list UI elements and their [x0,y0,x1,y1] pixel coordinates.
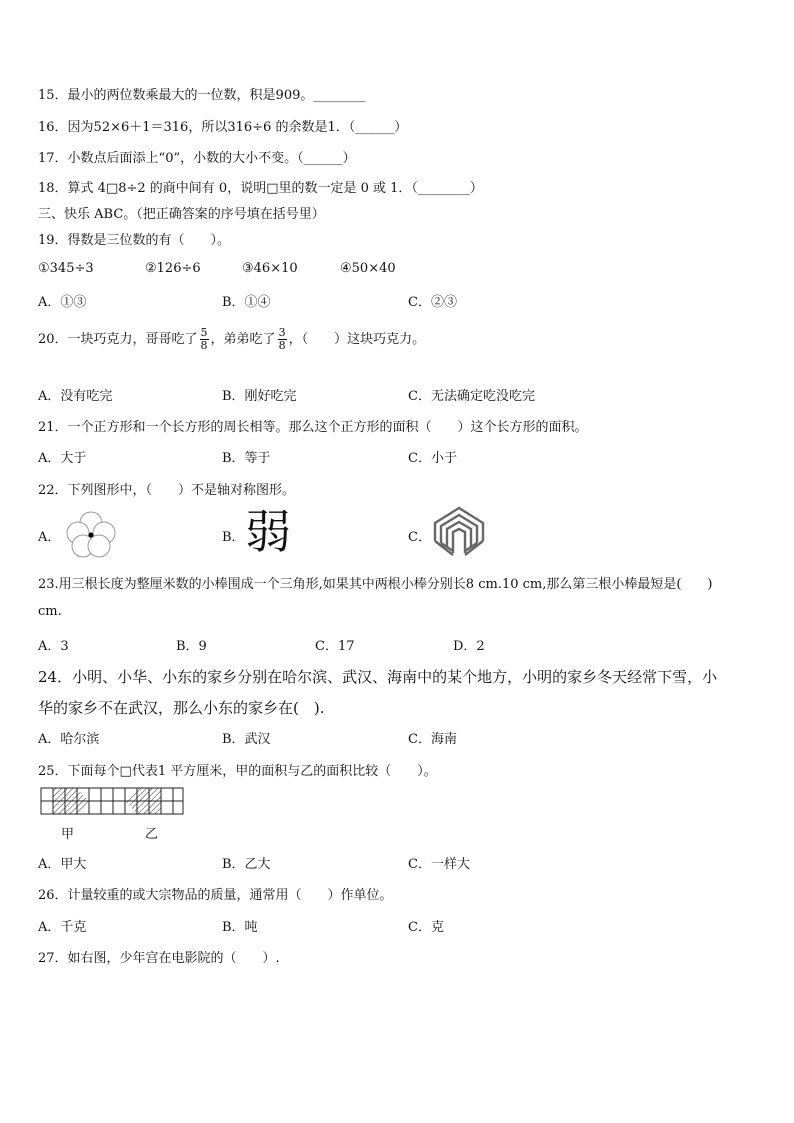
label-yi: 乙 [145,827,159,842]
question-26-option-c[interactable]: C．克 [408,920,444,935]
question-23-stem-line-1: 23.用三根长度为整厘米数的小棒围成一个三角形,如果其中两根小棒分别长8 cm.10 cm,那么第三根小棒最短是( ) [38,577,713,592]
question-15: 15．最小的两位数乘最大的一位数，积是909。________ [38,88,366,103]
question-25-option-a[interactable]: A．甲大 [38,857,87,872]
question-22-option-c[interactable]: C． [408,530,431,545]
question-20-stem [38,327,425,352]
question-21-option-b[interactable]: B．等于 [222,451,271,466]
question-23-option-d[interactable]: D．2 [453,639,485,654]
fraction-1-denominator: 8 [200,339,208,352]
label-jia: 甲 [61,827,75,842]
question-21-option-a[interactable]: A．大于 [38,451,87,466]
question-25-option-b[interactable]: B．乙大 [222,857,271,872]
question-19-item-3: ③46×10 [242,261,298,276]
question-20-text-b: ，弟弟吃了 [210,332,276,347]
question-17: 17．小数点后面添上“0”，小数的大小不变。（______） [38,151,356,166]
question-20-option-a[interactable]: A．没有吃完 [38,389,113,404]
section-3-heading: 三、快乐 ABC。（把正确答案的序号填在括号里） [38,207,325,222]
question-23-option-a[interactable]: A．3 [38,639,69,654]
question-22-option-b[interactable]: B． [222,530,245,545]
area-grid-figure [40,787,184,815]
fraction-2-numerator: 3 [278,326,286,339]
fraction-five-eighths [200,327,209,352]
symmetric-logo-figure-icon [432,505,486,561]
flower-figure-icon [62,511,120,557]
question-26-option-b[interactable]: B．吨 [222,920,258,935]
question-22-option-a[interactable]: A． [38,530,61,545]
question-23-stem-line-2: cm. [38,604,62,619]
question-26-stem: 26．计量较重的或大宗物品的质量，通常用（ ）作单位。 [38,888,393,903]
question-24-stem-line-1: 24．小明、小华、小东的家乡分别在哈尔滨、武汉、海南中的某个地方，小明的家乡冬天经常下雪，小 [38,668,718,686]
question-24-option-c[interactable]: C．海南 [408,732,457,747]
question-25-stem: 25．下面每个□代表1 平方厘米，甲的面积与乙的面积比较（ ）。 [38,764,437,779]
question-23-option-b[interactable]: B．9 [176,639,207,654]
question-19-item-2: ②126÷6 [145,261,201,276]
question-25-option-c[interactable]: C．一样大 [408,857,470,872]
question-26-option-a[interactable]: A．千克 [38,920,87,935]
fraction-2-denominator: 8 [278,339,286,352]
question-19-stem: 19．得数是三位数的有（ ）。 [38,233,231,248]
question-24-option-a[interactable]: A．哈尔滨 [38,732,100,747]
question-20-option-c[interactable]: C．无法确定吃没吃完 [408,389,535,404]
question-20-option-b[interactable]: B．刚好吃完 [222,389,297,404]
question-22-stem: 22．下列图形中，（ ）不是轴对称图形。 [38,483,296,498]
question-20-text-c: ，（ ）这块巧克力。 [288,332,426,347]
question-19-item-1: ①345÷3 [38,261,94,276]
question-18: 18．算式 4□8÷2 的商中间有 0，说明□里的数一定是 0 或 1．（________） [38,181,483,196]
question-24-stem-line-2: 华的家乡不在武汉，那么小东的家乡在( ). [38,699,325,717]
question-19-option-b[interactable]: B．①④ [222,295,271,310]
question-19-option-a[interactable]: A．①③ [38,295,87,310]
question-16: 16．因为52×6＋1＝316，所以316÷6 的余数是1．（______） [38,120,408,135]
question-21-option-c[interactable]: C．小于 [408,451,457,466]
question-19-item-4: ④50×40 [340,261,396,276]
question-23-option-c[interactable]: C．17 [315,639,355,654]
question-21-stem: 21．一个正方形和一个长方形的周长相等。那么这个正方形的面积（ ）这个长方形的面积。 [38,420,588,435]
fraction-three-eighths [278,327,287,352]
question-20-text-a: 20．一块巧克力，哥哥吃了 [38,332,198,347]
question-27-stem: 27．如右图，少年宫在电影院的（ ）. [38,951,280,966]
question-19-option-c[interactable]: C．②③ [408,295,457,310]
question-24-option-b[interactable]: B．武汉 [222,732,271,747]
fraction-1-numerator: 5 [200,326,208,339]
weak-character-figure: 弱 [245,505,291,559]
